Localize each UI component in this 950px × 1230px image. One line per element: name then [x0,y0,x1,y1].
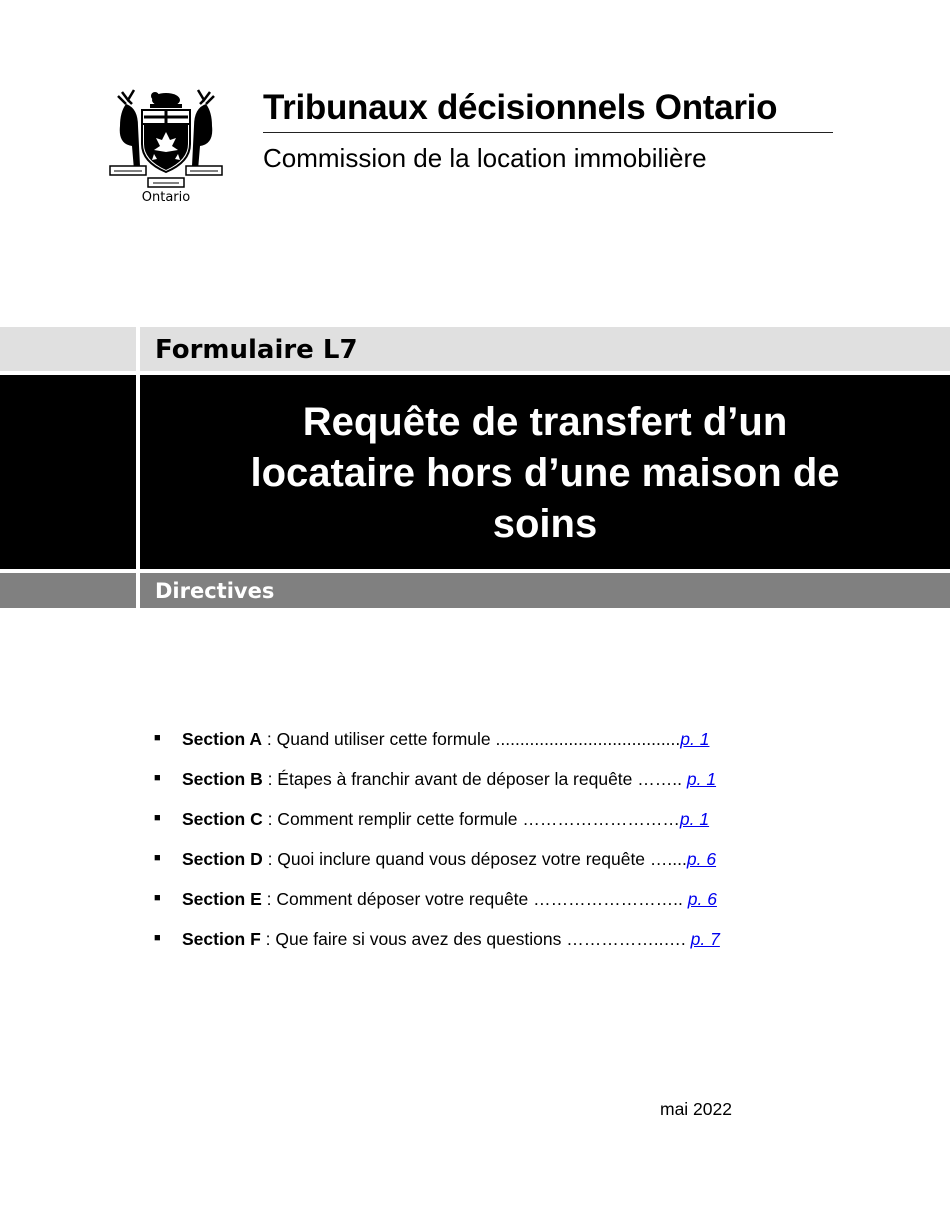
form-title-line: Requête de transfert d’un [302,400,788,444]
toc-leader: ….... [645,849,687,869]
bullet-icon: ■ [154,892,161,904]
toc-section: Section F [182,929,261,949]
bullet-icon: ■ [154,732,161,744]
toc-text: : Comment remplir cette formule [262,809,518,829]
toc-section: Section E [182,889,262,909]
toc-text: : Quoi inclure quand vous déposez votre requête [262,849,646,869]
toc-page-link[interactable]: p. 1 [680,729,710,749]
toc-text: : Étapes à franchir avant de déposer la requête [262,769,633,789]
toc-leader: ……………………… [517,809,680,829]
toc-text: : Que faire si vous avez des questions [260,929,562,949]
toc-section: Section A [182,729,263,749]
form-number-band [0,327,950,371]
toc-page-link[interactable]: p. 1 [686,769,717,789]
toc-section: Section D [182,849,263,869]
toc-page-link[interactable]: p. 6 [686,849,717,869]
toc-page-link[interactable]: p. 6 [687,889,717,909]
directives-heading: Directives [155,579,275,603]
form-title-line: soins [492,502,598,546]
toc-page-link[interactable]: p. 1 [679,809,710,829]
form-title-line: locataire hors d’une maison de [250,451,840,495]
bullet-icon: ■ [154,932,161,944]
bullet-icon: ■ [154,812,161,824]
toc-text: : Quand utiliser cette formule [262,729,491,749]
directives-band [0,573,950,608]
form-title [140,397,950,550]
bullet-icon: ■ [154,852,161,864]
toc-leader: ...................................... [490,729,681,749]
organization-title: Tribunaux décisionnels Ontario [263,88,778,127]
form-number: Formulaire L7 [155,335,358,365]
ontario-coat-of-arms-icon [108,86,224,210]
toc-leader: …….. [632,769,687,789]
form-title-band [0,375,950,569]
bullet-icon: ■ [154,772,161,784]
board-name: Commission de la location immobilière [263,143,707,173]
toc-section: Section B [182,769,263,789]
publication-date: mai 2022 [660,1099,732,1119]
toc-page-link[interactable]: p. 7 [690,929,720,949]
toc-text: : Comment déposer votre requête [261,889,529,909]
crest-label: Ontario [141,190,191,205]
toc-leader: ……………..…. [561,929,691,949]
header-divider [263,132,833,133]
toc-leader: …………………….. [528,889,688,909]
toc-section: Section C [182,809,263,829]
